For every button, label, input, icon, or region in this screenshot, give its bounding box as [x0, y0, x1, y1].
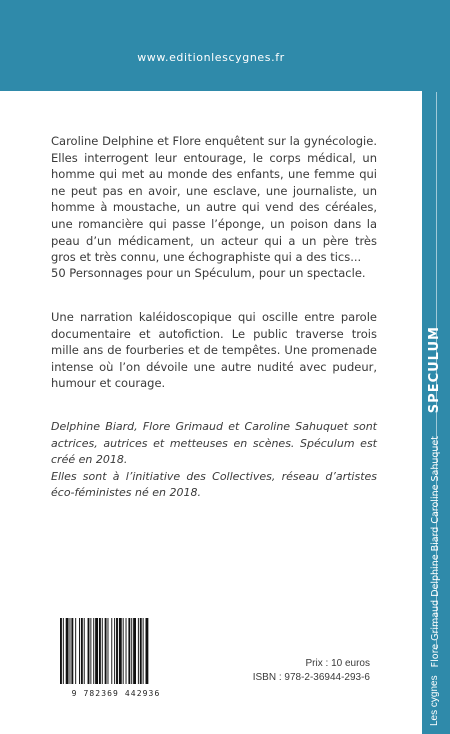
isbn-barcode: [54, 616, 178, 698]
summary-paragraph-1: Caroline Delphine et Flore enquêtent sur la gynécologie. Elles interrogent leur entourage, le corps médical, un homme qui met au monde des enfants, une femme qui ne peut pas en avoir, une esclave, une journaliste, un homme à moustache, un autre qui vend des céréales, une romancière qui passe l’éponge, un poison dans la peau d’un médicament, un acteur qui a un père très gros et très connu, une échographiste qui a des tics...: [51, 134, 377, 265]
book-spine: [422, 0, 450, 734]
header-band: [0, 0, 422, 91]
author-bio-line-2: Elles sont à l’initiative des Collectives, réseau d’artistes éco-féministes né en 2018.: [51, 469, 377, 500]
spine-publisher: Les cygnes: [429, 675, 440, 726]
barcode-bars: [54, 616, 178, 688]
summary-paragraph-3: Une narration kaléidoscopique qui oscille entre parole documentaire et autofiction. Le public traverse trois mille ans de fourberies et de tempêtes. Une promenade intense où l’on dévoile une autre nudité avec pudeur, humour et courage.: [51, 310, 377, 391]
isbn-label: ISBN : 978-2-36944-293-6: [252, 672, 370, 683]
spine-title: SPECULUM: [427, 326, 442, 414]
spine-text-rotated: [422, 0, 450, 734]
publisher-url[interactable]: www.editionlescygnes.fr: [137, 51, 285, 64]
barcode-digits: 9 782369 442936: [54, 689, 178, 698]
summary-paragraph-2: 50 Personnages pour un Spéculum, pour un spectacle.: [51, 266, 366, 280]
spine-authors: Flore Grimaud Delphine Biard Caroline Sahuquet: [430, 436, 441, 668]
author-bio-line-1: Delphine Biard, Flore Grimaud et Caroline Sahuquet sont actrices, autrices et metteuses en scènes. Spéculum est créé en 2018.: [51, 420, 377, 467]
price-label: Prix : 10 euros: [305, 658, 370, 669]
author-bio: [51, 419, 377, 502]
price-block: [253, 657, 370, 685]
